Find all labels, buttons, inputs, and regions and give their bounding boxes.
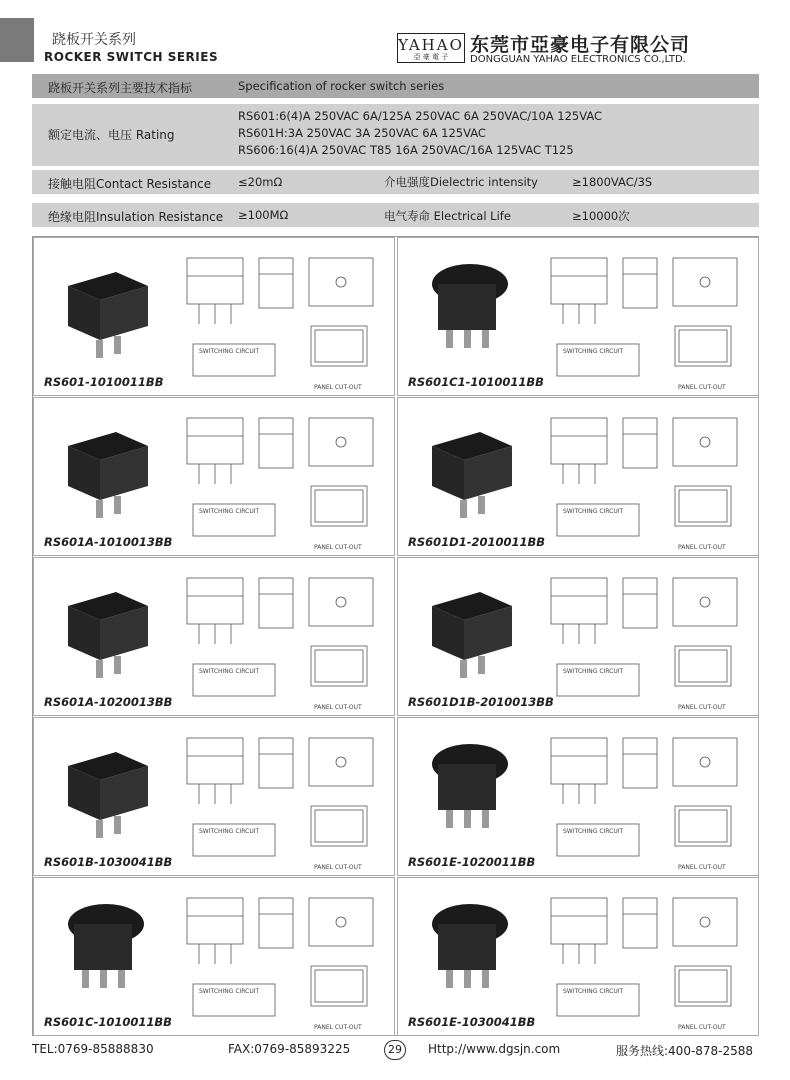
product-cell (397, 237, 759, 396)
dimension-drawing (543, 724, 753, 864)
switch-photo (420, 736, 530, 846)
dielectric-value: ≥1800VAC/3S (572, 175, 653, 189)
product-cell (33, 557, 395, 716)
panel-cut-out-label: PANEL CUT-OUT (678, 864, 726, 871)
product-cell (33, 877, 395, 1036)
page-number: 29 (384, 1040, 406, 1060)
product-cell (397, 717, 759, 876)
rating-line: RS601H:3A 250VAC 3A 250VAC 6A 125VAC (238, 126, 486, 140)
model-number: RS601E-1030041BB (408, 1015, 536, 1029)
panel-cut-out-label: PANEL CUT-OUT (314, 1024, 362, 1031)
dimension-drawing (543, 244, 753, 384)
spec-header-row (32, 74, 759, 98)
dimension-drawing (543, 884, 753, 1024)
dimension-drawing (179, 724, 389, 864)
product-cell (397, 877, 759, 1036)
model-number: RS601A-1010013BB (44, 535, 173, 549)
switching-circuit-label: SWITCHING CIRCUIT (199, 348, 260, 355)
spec-title-cn: 跷板开关系列主要技术指标 (48, 81, 193, 95)
product-cell (33, 397, 395, 556)
dielectric-label: 介电强度Dielectric intensity (384, 175, 538, 189)
spec-title-en: Specification of rocker switch series (238, 79, 445, 93)
company-logo (397, 33, 465, 63)
spec-contact-row (32, 170, 759, 194)
switch-photo (56, 896, 166, 1006)
switching-circuit-label: SWITCHING CIRCUIT (199, 988, 260, 995)
footer-fax: FAX:0769-85893225 (228, 1042, 351, 1056)
panel-cut-out-label: PANEL CUT-OUT (678, 544, 726, 551)
model-number: RS601D1-2010011BB (408, 535, 546, 549)
switch-photo (56, 736, 166, 846)
switch-photo (420, 576, 530, 686)
logo-text: YAHAO (398, 36, 464, 54)
dimension-drawing (179, 404, 389, 544)
series-title-en: ROCKER SWITCH SERIES (44, 50, 219, 64)
model-number: RS601D1B-2010013BB (408, 695, 554, 709)
model-number: RS601E-1020011BB (408, 855, 536, 869)
insulation-label: 绝缘电阻Insulation Resistance (48, 210, 224, 224)
rating-label: 额定电流、电压 Rating (48, 128, 175, 142)
switching-circuit-label: SWITCHING CIRCUIT (563, 828, 624, 835)
dimension-drawing (543, 564, 753, 704)
switching-circuit-label: SWITCHING CIRCUIT (199, 508, 260, 515)
footer-hotline: 服务热线:400-878-2588 (616, 1044, 754, 1058)
panel-cut-out-label: PANEL CUT-OUT (678, 704, 726, 711)
model-number: RS601C1-1010011BB (408, 375, 544, 389)
logo-subtext: 亞 豪 電 子 (413, 53, 449, 61)
switch-photo (420, 896, 530, 1006)
switch-photo (56, 576, 166, 686)
section-tab (0, 18, 34, 62)
product-cell (397, 397, 759, 556)
rating-values (238, 108, 602, 159)
panel-cut-out-label: PANEL CUT-OUT (678, 384, 726, 391)
panel-cut-out-label: PANEL CUT-OUT (314, 864, 362, 871)
product-cell (397, 557, 759, 716)
insulation-value: ≥100MΩ (238, 208, 289, 222)
dimension-drawing (179, 884, 389, 1024)
contact-label: 接触电阻Contact Resistance (48, 177, 212, 191)
contact-value: ≤20mΩ (238, 175, 283, 189)
footer-tel: TEL:0769-85888830 (32, 1042, 154, 1056)
panel-cut-out-label: PANEL CUT-OUT (314, 704, 362, 711)
dimension-drawing (179, 564, 389, 704)
company-name-en: DONGGUAN YAHAO ELECTRONICS CO.,LTD. (470, 54, 686, 65)
model-number: RS601A-1020013BB (44, 695, 173, 709)
product-cell (33, 237, 395, 396)
switching-circuit-label: SWITCHING CIRCUIT (563, 508, 624, 515)
switching-circuit-label: SWITCHING CIRCUIT (563, 668, 624, 675)
life-value: ≥10000次 (572, 209, 630, 223)
switch-photo (420, 416, 530, 526)
dimension-drawing (179, 244, 389, 384)
product-cell (33, 717, 395, 876)
spec-insulation-row (32, 203, 759, 227)
switch-photo (56, 256, 166, 366)
rating-line: RS606:16(4)A 250VAC T85 16A 250VAC/16A 125VAC T125 (238, 143, 574, 157)
panel-cut-out-label: PANEL CUT-OUT (314, 544, 362, 551)
panel-cut-out-label: PANEL CUT-OUT (314, 384, 362, 391)
product-grid (32, 236, 759, 1036)
switching-circuit-label: SWITCHING CIRCUIT (199, 828, 260, 835)
footer-url[interactable]: Http://www.dgsjn.com (428, 1042, 561, 1056)
series-title-cn: 跷板开关系列 (52, 32, 136, 48)
model-number: RS601C-1010011BB (44, 1015, 172, 1029)
spec-rating-row (32, 104, 759, 166)
dimension-drawing (543, 404, 753, 544)
model-number: RS601B-1030041BB (44, 855, 173, 869)
panel-cut-out-label: PANEL CUT-OUT (678, 1024, 726, 1031)
life-label: 电气寿命 Electrical Life (384, 209, 511, 223)
switch-photo (56, 416, 166, 526)
company-name-cn: 东莞市亞豪电子有限公司 (470, 34, 691, 56)
switching-circuit-label: SWITCHING CIRCUIT (199, 668, 260, 675)
switching-circuit-label: SWITCHING CIRCUIT (563, 348, 624, 355)
switching-circuit-label: SWITCHING CIRCUIT (563, 988, 624, 995)
switch-photo (420, 256, 530, 366)
rating-line: RS601:6(4)A 250VAC 6A/125A 250VAC 6A 250VAC/10A 125VAC (238, 109, 603, 123)
model-number: RS601-1010011BB (44, 375, 164, 389)
